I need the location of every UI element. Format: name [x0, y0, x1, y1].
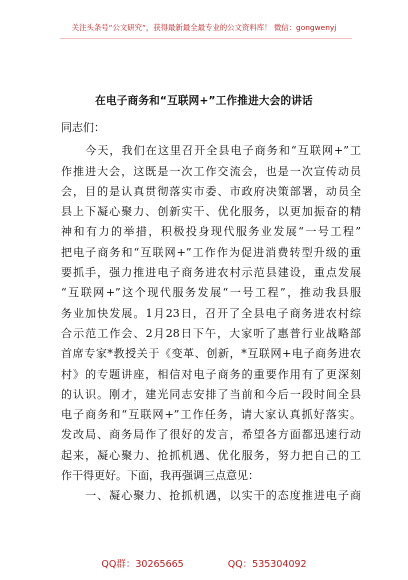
- body-line: 的认识。刚才，建光同志安排了当前和今后一段时间全县: [61, 387, 361, 401]
- body-line: “互联网+”这个现代服务发展“一号工程”，推动我县服: [61, 286, 361, 300]
- body-line: 会，目的是认真贯彻落实市委、市政府决策部署，动员全: [61, 184, 361, 198]
- salutation: 同志们：: [61, 121, 105, 134]
- document-title: 在电子商务和“互联网+”工作推进大会的讲话: [95, 95, 313, 107]
- body-line: 合示范工作会、2月28日下午，大家听了惠普行业战略部: [61, 326, 361, 340]
- contact-footer: [0, 556, 408, 570]
- qq-number: QQ：535304092: [227, 559, 307, 570]
- body-line: 要抓手，强力推进电子商务进农村示范县建设，重点发展: [61, 266, 361, 280]
- promo-header: 关注头条号“公文研究”，获得最新最全最专业的公文资料库！ 微信：gongwenyj: [71, 23, 337, 32]
- body-line: 作推进大会，这既是一次工作交流会，也是一次宣传动员: [61, 164, 361, 178]
- body-line: 电子商务和“互联网+”工作任务，请大家认真抓好落实。: [61, 408, 361, 422]
- body-line: 起来，凝心聚力、抢抓机遇、优化服务，努力把自己的工: [61, 448, 361, 462]
- body-line: 村》的专题讲座，相信对电子商务的重要作用有了更深刻: [61, 367, 361, 381]
- document-body: [61, 118, 361, 507]
- body-line: 把电子商务和“互联网+”工作作为促进消费转型升级的重: [61, 245, 361, 259]
- header-divider: [60, 38, 352, 39]
- body-line: 首席专家*教授关于《变革、创新，*互联网+电子商务进农: [61, 347, 361, 361]
- body-line: 今天，我们在这里召开全县电子商务和“互联网+”工: [61, 144, 361, 158]
- body-line: 发改局、商务局作了很好的发言，希望各方面都迅速行动: [61, 428, 361, 442]
- body-line: 县上下凝心聚力、创新实干、优化服务，以更加振奋的精: [61, 205, 361, 219]
- body-line: 一、凝心聚力、抢抓机遇，以实干的态度推进电子商: [61, 489, 361, 503]
- qq-group-number: QQ群：30265665: [101, 559, 184, 570]
- body-line: 作干得更好。下面，我再强调三点意见：: [61, 469, 259, 483]
- body-line: 务业加快发展。1月23日，召开了全县电子商务进农村综: [61, 306, 361, 320]
- body-line: 神和有力的举措，积极投身现代服务业发展“一号工程”: [61, 225, 361, 239]
